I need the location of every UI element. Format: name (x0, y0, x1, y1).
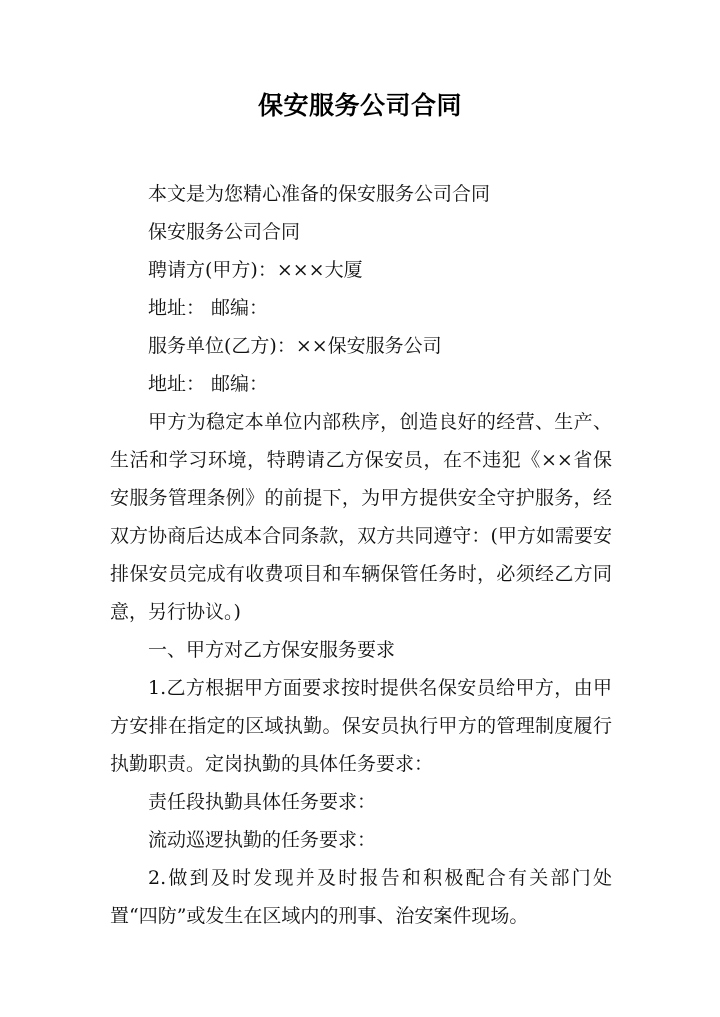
patrol-duty-paragraph: 流动巡逻执勤的任务要求： (148, 829, 377, 851)
clause-2-paragraph: 2.做到及时发现并及时报告和积极配合有关部门处置“四防”或发生在区域内的刑事、治安案件现场。 (110, 867, 612, 927)
document-body (110, 175, 612, 935)
duty-section-paragraph: 责任段执勤具体任务要求： (148, 791, 377, 813)
preamble-paragraph: 甲方为稳定本单位内部秩序，创造良好的经营、生产、生活和学习环境，特聘请乙方保安员，在不违犯《××省保安服务管理条例》的前提下，为甲方提供安全守护服务，经双方协商后达成本合同条款，双方共同遵守：(甲方如需要安排保安员完成有收费项目和车辆保管任务时，必须经乙方同意，另行协议。) (110, 411, 612, 623)
party-b-paragraph: 服务单位(乙方)：××保安服务公司 (148, 335, 442, 357)
section-heading-1: 一、甲方对乙方保安服务要求 (148, 639, 396, 661)
party-a-paragraph: 聘请方(甲方)：×××大厦 (148, 259, 363, 281)
contract-name-paragraph: 保安服务公司合同 (148, 221, 301, 243)
party-b-address-paragraph: 地址： 邮编： (148, 373, 269, 395)
document-title: 保安服务公司合同 (257, 91, 462, 120)
party-a-address-paragraph: 地址： 邮编： (148, 297, 269, 319)
clause-1-paragraph: 1.乙方根据甲方面要求按时提供名保安员给甲方，由甲方安排在指定的区域执勤。保安员执行甲方的管理制度履行执勤职责。定岗执勤的具体任务要求： (110, 677, 612, 775)
intro-paragraph: 本文是为您精心准备的保安服务公司合同 (148, 183, 491, 205)
